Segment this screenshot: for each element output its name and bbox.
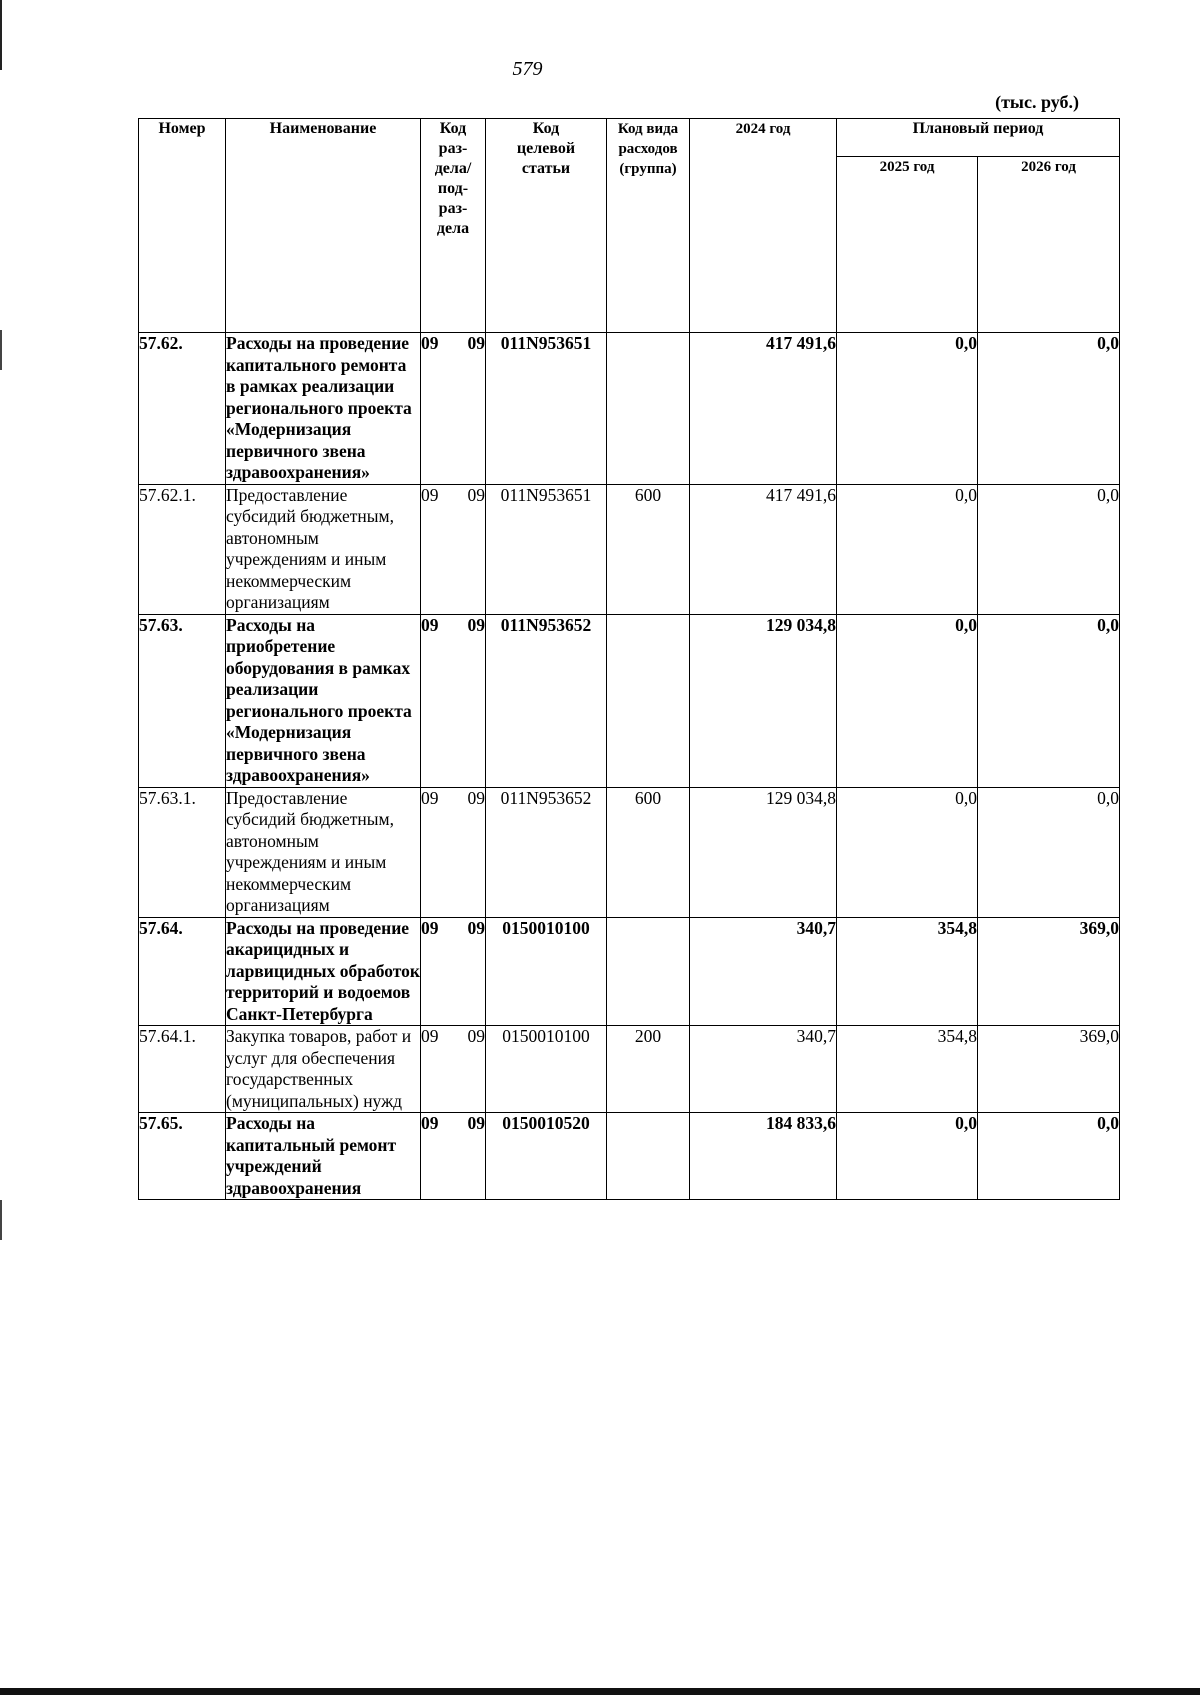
- row-amount-2024: 417 491,6: [690, 484, 837, 614]
- row-amount-2026: 0,0: [978, 484, 1120, 614]
- scan-edge: [0, 1200, 2, 1240]
- row-amount-2026: 0,0: [978, 787, 1120, 917]
- row-kind-code: [607, 1113, 690, 1200]
- subsection-code: 09: [467, 333, 485, 353]
- row-section-code: [421, 484, 486, 614]
- subsection-code: 09: [467, 484, 485, 505]
- header-year-2026: 2026 год: [978, 157, 1120, 333]
- row-kind-code: [607, 333, 690, 485]
- row-amount-2026: 0,0: [978, 333, 1120, 485]
- row-amount-2024: 417 491,6: [690, 333, 837, 485]
- header-year-2024: 2024 год: [690, 119, 837, 333]
- row-section-code: [421, 1113, 486, 1200]
- row-name: Расходы на капитальный ремонт учреждений здравоохранения: [226, 1113, 421, 1200]
- header-number: Номер: [139, 119, 226, 333]
- row-kind-code: [607, 614, 690, 787]
- section-code: 09: [421, 333, 439, 353]
- header-planned-period: Плановый период: [837, 119, 1120, 157]
- table-row: [139, 484, 1120, 614]
- row-name: Расходы на приобретение оборудования в рамках реализации регионального проекта «Модернизация первичного звена здравоохранения»: [226, 614, 421, 787]
- header-kind-code: Код вида расходов (группа): [607, 119, 690, 333]
- row-section-code: [421, 333, 486, 485]
- subsection-code: 09: [467, 614, 485, 635]
- table-row: [139, 1026, 1120, 1113]
- header-name: Наименование: [226, 119, 421, 333]
- row-target-code: 011N953652: [486, 614, 607, 787]
- row-number: 57.62.1.: [139, 484, 226, 614]
- row-amount-2025: 0,0: [837, 614, 978, 787]
- subsection-code: 09: [467, 1113, 485, 1133]
- row-number: 57.65.: [139, 1113, 226, 1200]
- row-amount-2026: 369,0: [978, 1026, 1120, 1113]
- row-name: Закупка товаров, работ и услуг для обеспечения государственных (муниципальных) нужд: [226, 1026, 421, 1113]
- row-amount-2026: 0,0: [978, 1113, 1120, 1200]
- page-number: 579: [512, 58, 543, 80]
- section-code: 09: [421, 484, 439, 505]
- row-number: 57.63.: [139, 614, 226, 787]
- row-amount-2025: 0,0: [837, 787, 978, 917]
- row-amount-2025: 0,0: [837, 333, 978, 485]
- row-kind-code: 600: [607, 787, 690, 917]
- row-section-code: [421, 917, 486, 1026]
- units-label: (тыс. руб.): [995, 92, 1079, 112]
- row-number: 57.64.1.: [139, 1026, 226, 1113]
- row-amount-2024: 340,7: [690, 917, 837, 1026]
- row-name: Предоставление субсидий бюджетным, автономным учреждениям и иным некоммерческим организациям: [226, 484, 421, 614]
- section-code: 09: [421, 1113, 439, 1133]
- row-amount-2026: 0,0: [978, 614, 1120, 787]
- budget-table: [138, 118, 1120, 1200]
- section-code: 09: [421, 1026, 439, 1046]
- row-kind-code: [607, 917, 690, 1026]
- table-row: [139, 333, 1120, 485]
- row-name: Расходы на проведение капитального ремонта в рамках реализации регионального проекта «Модернизация первичного звена здравоохранения»: [226, 333, 421, 485]
- subsection-code: 09: [467, 917, 485, 938]
- row-section-code: [421, 1026, 486, 1113]
- row-name: Расходы на проведение акарицидных и ларвицидных обработок территорий и водоемов Санкт-Петербурга: [226, 917, 420, 1024]
- row-name: Предоставление субсидий бюджетным, автономным учреждениям и иным некоммерческим организациям: [226, 787, 421, 917]
- row-section-code: [421, 614, 486, 787]
- row-kind-code: 200: [607, 1026, 690, 1113]
- row-amount-2024: 184 833,6: [690, 1113, 837, 1200]
- row-number: 57.64.: [139, 917, 226, 1026]
- row-target-code: 011N953652: [486, 787, 607, 917]
- table-row: [139, 614, 1120, 787]
- section-code: 09: [421, 917, 439, 938]
- row-amount-2025: 0,0: [837, 1113, 978, 1200]
- row-amount-2025: 354,8: [837, 917, 978, 1026]
- row-target-code: 0150010520: [486, 1113, 607, 1200]
- subsection-code: 09: [467, 1026, 485, 1046]
- table-row: [139, 1113, 1120, 1200]
- row-target-code: 0150010100: [486, 917, 607, 1026]
- header-target-code: Код целевой статьи: [486, 119, 607, 333]
- row-amount-2025: 0,0: [837, 484, 978, 614]
- row-target-code: 011N953651: [486, 484, 607, 614]
- header-section-code: Код раз- дела/ под- раз- дела: [421, 119, 486, 333]
- scan-edge-bottom: [0, 1688, 1200, 1695]
- row-target-code: 0150010100: [486, 1026, 607, 1113]
- row-amount-2024: 129 034,8: [690, 787, 837, 917]
- row-amount-2025: 354,8: [837, 1026, 978, 1113]
- subsection-code: 09: [467, 787, 485, 808]
- header-year-2025: 2025 год: [837, 157, 978, 333]
- table-row: [139, 917, 1120, 1026]
- row-amount-2024: 340,7: [690, 1026, 837, 1113]
- table-row: [139, 787, 1120, 917]
- row-number: 57.63.1.: [139, 787, 226, 917]
- row-kind-code: 600: [607, 484, 690, 614]
- scan-edge: [0, 330, 2, 370]
- row-section-code: [421, 787, 486, 917]
- row-target-code: 011N953651: [486, 333, 607, 485]
- row-amount-2024: 129 034,8: [690, 614, 837, 787]
- section-code: 09: [421, 614, 439, 635]
- section-code: 09: [421, 787, 439, 808]
- row-amount-2026: 369,0: [978, 917, 1120, 1026]
- row-number: 57.62.: [139, 333, 226, 485]
